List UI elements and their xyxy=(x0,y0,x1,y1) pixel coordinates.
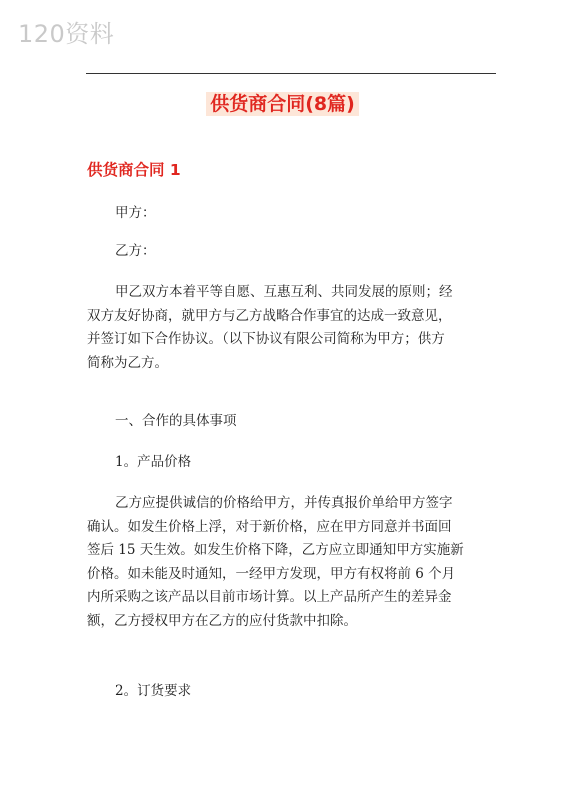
intro-line: 甲乙双方本着平等自愿、互惠互利、共同发展的原则；经 xyxy=(115,284,453,300)
price-line: 确认。如发生价格上浮，对于新价格，应在甲方同意并书面回 xyxy=(87,518,452,535)
header-rule xyxy=(86,73,496,74)
intro-line: 并签订如下合作协议。（以下协议有限公司简称为甲方；供方 xyxy=(87,331,445,347)
price-paragraph xyxy=(87,492,487,633)
document-title xyxy=(0,90,565,118)
party-b-line: 乙方： xyxy=(115,243,156,259)
price-line: 乙方应提供诚信的价格给甲方，并传真报价单给甲方签字 xyxy=(115,495,453,511)
intro-line: 双方友好协商，就甲方与乙方战略合作事宜的达成一致意见， xyxy=(87,307,452,324)
price-line: 价格。如未能及时通知，一经甲方发现，甲方有权将前 6 个月 xyxy=(87,565,456,582)
intro-paragraph xyxy=(87,281,487,375)
item-product-price: 1。产品价格 xyxy=(115,454,192,470)
item-order-requirements: 2。订货要求 xyxy=(115,683,192,699)
heading-cooperation-items: 一、合作的具体事项 xyxy=(115,413,237,429)
price-line: 额，乙方授权甲方在乙方的应付货款中扣除。 xyxy=(87,612,357,629)
section-title: 供货商合同 1 xyxy=(87,161,181,179)
intro-line: 简称为乙方。 xyxy=(87,354,168,371)
party-a-line: 甲方： xyxy=(115,205,156,221)
document-title-text: 供货商合同(8篇) xyxy=(206,92,359,116)
watermark-logo: 120资料 xyxy=(18,20,115,48)
price-line: 内所采购之该产品以目前市场计算。以上产品所产生的差异金 xyxy=(87,589,452,605)
price-line: 签后 15 天生效。如发生价格下降，乙方应立即通知甲方实施新 xyxy=(87,542,464,558)
